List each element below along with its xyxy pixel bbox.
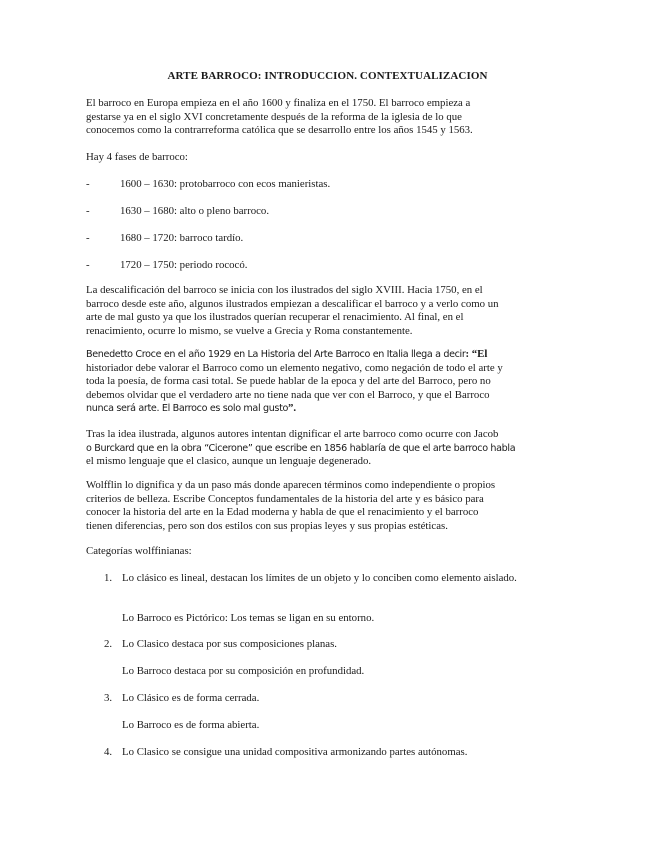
burckard-paragraph: [86, 428, 574, 469]
categoria-barroco: Lo Barroco es Pictórico: Los temas se ligan en su entorno.: [122, 612, 375, 624]
paragraph-line: Wolfflin lo dignifica y da un paso más donde aparecen términos como independiente o propios: [86, 479, 496, 491]
categoria-clasico: Lo clásico es lineal, destacan los límites de un objeto y lo conciben como elemento aislado.: [122, 572, 517, 584]
paragraph-line: tienen diferencias, pero son dos estilos con sus propias leyes y sus propias estéticas.: [86, 519, 448, 532]
paragraph-line: el mismo lenguaje que el clasico, aunque un lenguaje degenerado.: [86, 455, 372, 468]
list-dash: -: [86, 205, 90, 217]
wolfflin-paragraph: [86, 479, 574, 533]
categoria-clasico: Lo Clasico se consigue una unidad compositiva armonizando partes autónomas.: [122, 746, 468, 758]
paragraph-line: barroco desde este año, algunos ilustrados empiezan a descalificar el barroco y a verlo como un: [86, 297, 499, 310]
document-title: ARTE BARROCO: INTRODUCCION. CONTEXTUALIZACION: [167, 70, 488, 82]
croce-citation: Benedetto Croce en el año 1929 en La Historia del Arte Barroco en Italia llega a decir: [86, 349, 466, 360]
intro-line: El barroco en Europa empieza en el año 1600 y finaliza en el 1750. El barroco empieza a: [86, 97, 471, 109]
list-number: 3.: [104, 692, 113, 704]
list-dash: -: [86, 178, 90, 190]
list-number: 4.: [104, 746, 113, 758]
paragraph-line: arte de mal gusto ya que los ilustrados querían recuperar el renacimiento. Al final, en el: [86, 311, 464, 324]
croce-paragraph: [86, 348, 574, 416]
phase-text: [120, 204, 269, 218]
quote-open: : “El: [465, 348, 488, 360]
croce-quote-end: nunca será arte. El Barroco es solo mal gusto: [86, 403, 289, 415]
phase-text: [120, 258, 247, 272]
phase-desc: : periodo rococó.: [173, 259, 248, 271]
phase-range: 1600 – 1630: [120, 178, 174, 190]
phase-desc: : alto o pleno barroco.: [173, 205, 270, 217]
phase-range: 1630 – 1680: [120, 205, 174, 217]
paragraph-line: conocer la historia del arte en la Edad moderna y habla de que el renacimiento y el barroco: [86, 506, 479, 519]
list-number: 2.: [104, 638, 113, 650]
phase-text: [120, 231, 243, 245]
phase-text: [120, 177, 330, 191]
paragraph-line: [86, 402, 574, 416]
phases-heading: Hay 4 fases de barroco:: [86, 151, 188, 163]
intro-line: conocemos como la contrarreforma católica que se desarrollo entre los años 1545 y 1563.: [86, 124, 473, 137]
list-number: 1.: [104, 572, 113, 584]
descalificacion-paragraph: [86, 284, 574, 338]
categorias-heading: Categorías wolffinianas:: [86, 545, 192, 557]
phase-range: 1720 – 1750: [120, 259, 174, 271]
list-dash: -: [86, 259, 90, 271]
list-dash: -: [86, 232, 90, 244]
paragraph-line: renacimiento, ocurre lo mismo, se vuelve a Grecia y Roma constantemente.: [86, 324, 413, 337]
intro-line: gestarse ya en el siglo XVI concretamente después de la reforma de la iglesia de lo que: [86, 110, 462, 123]
paragraph-line: Tras la idea ilustrada, algunos autores intentan dignificar el arte barroco como ocurre con Jacob: [86, 428, 499, 440]
categoria-clasico: Lo Clasico destaca por sus composiciones planas.: [122, 638, 337, 650]
categoria-barroco: Lo Barroco destaca por su composición en profundidad.: [122, 665, 365, 677]
categoria-barroco: Lo Barroco es de forma abierta.: [122, 719, 260, 731]
paragraph-line: criterios de belleza. Escribe Conceptos fundamentales de la historia del arte y es básico para: [86, 492, 484, 505]
paragraph-line: La descalificación del barroco se inicia con los ilustrados del siglo XVIII. Hacia 1750, en el: [86, 284, 483, 296]
paragraph-line: toda la poesía, de forma casi total. Se puede hablar de la epoca y del arte del Barroco, pero no: [86, 375, 491, 388]
phase-desc: : barroco tardío.: [173, 232, 244, 244]
categoria-clasico: Lo Clásico es de forma cerrada.: [122, 692, 260, 704]
paragraph-line: [86, 348, 574, 362]
paragraph-line: historiador debe valorar el Barroco como un elemento negativo, como negación de todo el arte y: [86, 361, 503, 374]
phase-desc: : protobarroco con ecos manieristas.: [173, 178, 331, 190]
quote-close: ”.: [288, 402, 297, 415]
burckard-citation: o Burckard que en la obra “Cicerone” que escribe en 1856 hablaría de que el arte barroco habla: [86, 442, 516, 454]
phase-range: 1680 – 1720: [120, 232, 174, 244]
paragraph-line: debemos olvidar que el verdadero arte no tiene nada que ver con el Barroco, y que el Barroco: [86, 388, 490, 401]
intro-paragraph: [86, 97, 574, 138]
